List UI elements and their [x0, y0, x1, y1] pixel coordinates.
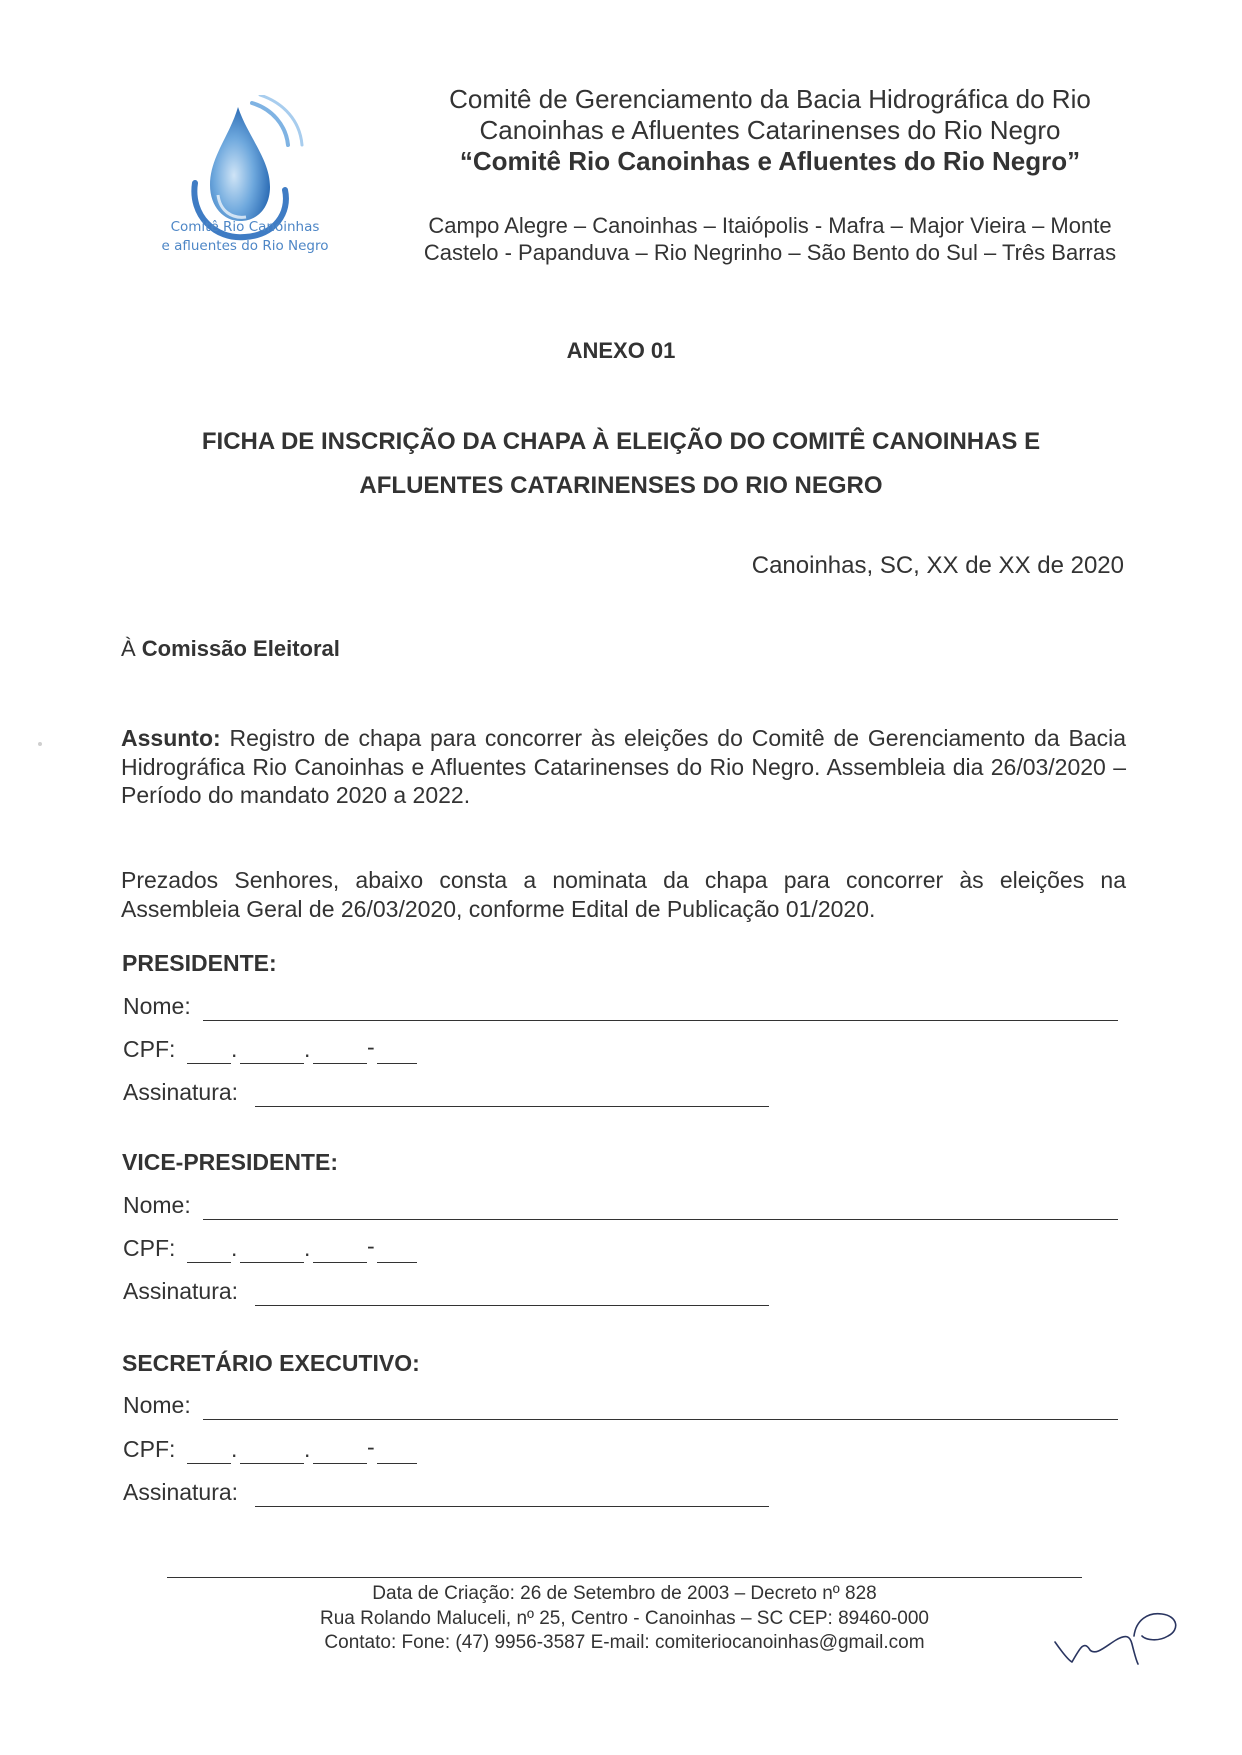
footer-line-2: Rua Rolando Maluceli, nº 25, Centro - Canoinhas – SC CEP: 89460-000: [320, 1607, 929, 1629]
cpf-segment: [187, 1262, 231, 1263]
intro-paragraph: Prezados Senhores, abaixo consta a nominata da chapa para concorrer às eleições na Assembleia Geral de 26/03/2020, conforme Edital de Publicação 01/2020.: [121, 867, 1126, 922]
subject-text: Registro de chapa para concorrer às eleições do Comitê de Gerenciamento da Bacia Hidrográfica Rio Canoinhas e Afluentes Catarinenses do Rio Negro. Assembleia dia 26/03/2020 – Período do mandato 2020 a 2022.: [121, 725, 1126, 808]
cpf-segment: [313, 1262, 367, 1263]
cpf-separator: .: [231, 1235, 238, 1261]
cpf-segment: [240, 1262, 304, 1263]
vice-president-name-field[interactable]: [203, 1219, 1118, 1220]
org-line-3: “Comitê Rio Canoinhas e Afluentes do Rio Negro”: [459, 146, 1081, 176]
form-title-line-1: FICHA DE INSCRIÇÃO DA CHAPA À ELEIÇÃO DO COMITÊ CANOINHAS E: [201, 428, 1041, 455]
handwritten-initials: [1050, 1590, 1200, 1670]
footer-line-3: Contato: Fone: (47) 9956-3587 E-mail: comiteriocanoinhas@gmail.com: [324, 1632, 925, 1653]
cpf-segment: [377, 1063, 417, 1064]
cpf-label: CPF:: [123, 1036, 176, 1062]
scan-speck: [38, 742, 42, 746]
signature-label: Assinatura:: [123, 1278, 239, 1304]
cpf-segment: [187, 1463, 231, 1464]
logo-text-line2: e afluentes do Rio Negro: [161, 238, 329, 254]
recipient: [121, 636, 340, 662]
subject-paragraph: [121, 724, 1126, 810]
signature-label: Assinatura:: [123, 1079, 239, 1105]
cpf-segment: [240, 1463, 304, 1464]
cpf-segment: [240, 1063, 304, 1064]
cpf-label: CPF:: [123, 1436, 176, 1462]
name-label: Nome:: [123, 993, 191, 1019]
recipient-prefix: À: [121, 636, 142, 661]
footer-divider: [167, 1577, 1082, 1578]
section-title-secretario-executivo: SECRETÁRIO EXECUTIVO:: [122, 1350, 420, 1376]
cpf-segment: [313, 1063, 367, 1064]
footer-line-1: Data de Criação: 26 de Setembro de 2003 – Decreto nº 828: [372, 1583, 877, 1604]
logo-text-line1: Comitê Rio Canoinhas: [170, 219, 320, 235]
name-label: Nome:: [123, 1392, 191, 1418]
cpf-separator: -: [367, 1034, 375, 1060]
cpf-segment: [377, 1463, 417, 1464]
cpf-separator: -: [367, 1434, 375, 1460]
recipient-name: Comissão Eleitoral: [141, 636, 340, 661]
cpf-label: CPF:: [123, 1235, 176, 1261]
subject-label: Assunto:: [121, 725, 221, 751]
president-signature-field[interactable]: [255, 1106, 769, 1107]
member-cities: [405, 212, 1135, 266]
cpf-separator: .: [304, 1235, 311, 1261]
vice-president-signature-field[interactable]: [255, 1305, 769, 1306]
cpf-separator: .: [304, 1036, 311, 1062]
section-title-vice-presidente: VICE-PRESIDENTE:: [122, 1149, 338, 1175]
annex-title: ANEXO 01: [566, 338, 676, 363]
cities-line-2: Castelo - Papanduva – Rio Negrinho – São Bento do Sul – Três Barras: [423, 240, 1117, 265]
footer: [167, 1582, 1082, 1656]
date-line: Canoinhas, SC, XX de XX de 2020: [751, 552, 1124, 579]
org-line-2: Canoinhas e Afluentes Catarinenses do Rio Negro: [479, 115, 1061, 145]
form-title-line-2: AFLUENTES CATARINENSES DO RIO NEGRO: [359, 472, 883, 499]
cpf-segment: [313, 1463, 367, 1464]
cpf-separator: .: [304, 1436, 311, 1462]
cpf-separator: .: [231, 1436, 238, 1462]
name-label: Nome:: [123, 1192, 191, 1218]
cities-line-1: Campo Alegre – Canoinhas – Itaiópolis - Mafra – Major Vieira – Monte: [428, 213, 1112, 238]
secretary-name-field[interactable]: [203, 1419, 1118, 1420]
cpf-segment: [377, 1262, 417, 1263]
organization-name: [405, 84, 1135, 177]
signature-label: Assinatura:: [123, 1479, 239, 1505]
org-line-1: Comitê de Gerenciamento da Bacia Hidrográfica do Rio: [449, 84, 1091, 114]
section-title-presidente: PRESIDENTE:: [122, 950, 277, 976]
cpf-segment: [187, 1063, 231, 1064]
form-title: [150, 420, 1092, 508]
president-name-field[interactable]: [203, 1020, 1118, 1021]
secretary-signature-field[interactable]: [255, 1506, 769, 1507]
logo-text: [150, 218, 340, 256]
cpf-separator: .: [231, 1036, 238, 1062]
cpf-separator: -: [367, 1233, 375, 1259]
